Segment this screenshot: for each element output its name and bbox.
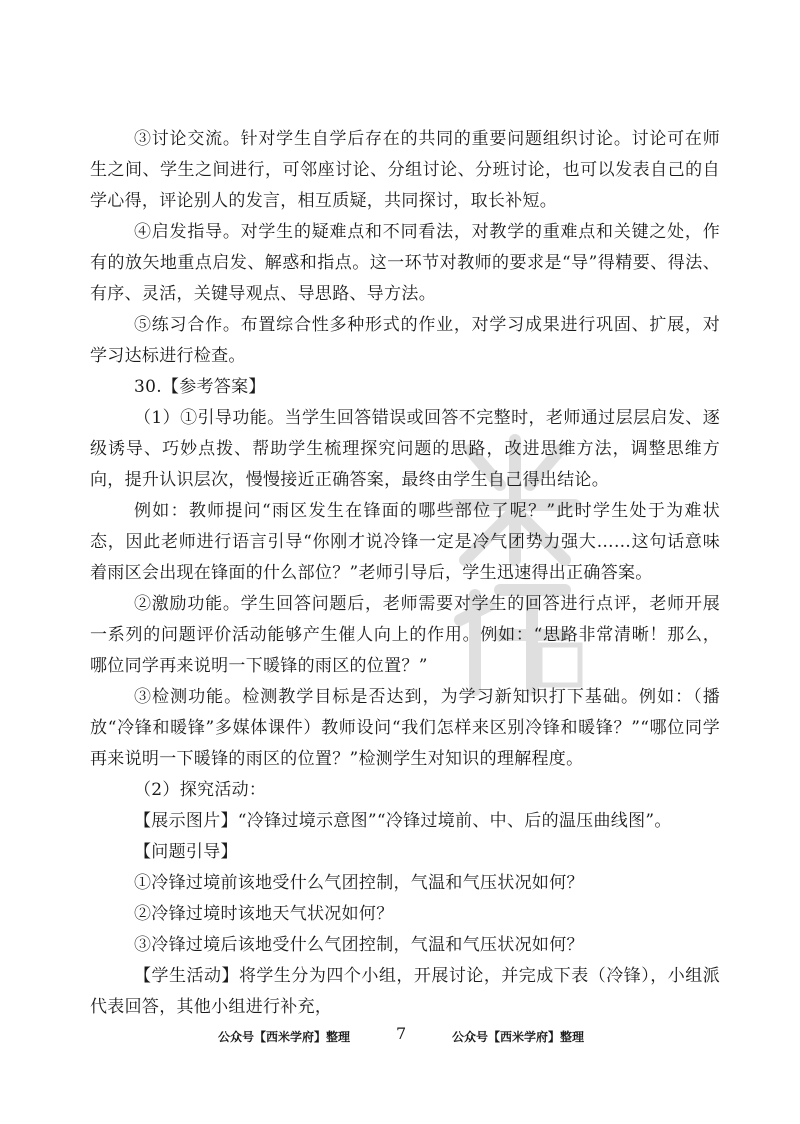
page-footer (0, 1024, 800, 1048)
paragraph-guidance: ④启发指导。对学生的疑难点和不同看法，对教学的重难点和关键之处，作有的放矢地重点启发、解惑和指点。这一环节对教师的要求是“导”得精要、得法、有序、灵活，关键导观点、导思路、导方法。 (90, 222, 720, 304)
paragraph-practice: ⑤练习合作。布置综合性多种形式的作业，对学习成果进行巩固、扩展，对学习达标进行检查。 (90, 315, 720, 366)
paragraph-example: 例如：教师提问“雨区发生在锋面的哪些部位了呢？”此时学生处于为难状态，因此老师进行语言引导“你刚才说冷锋一定是冷气团势力强大……这句话意味着雨区会出现在锋面的什么部位？”老师引导后，学生迅速得出正确答案。 (90, 501, 720, 583)
paragraph-motivation-function: ②激励功能。学生回答问题后，老师需要对学生的回答进行点评，老师开展一系列的问题评价活动能够产生催人向上的作用。例如：“思路非常清晰！那么，哪位同学再来说明一下暖锋的雨区的位置？” (90, 594, 720, 676)
paragraph-question-guide: 【问题引导】 (134, 842, 238, 862)
page-number: 7 (396, 1024, 407, 1043)
paragraph-guide-function: （1）①引导功能。当学生回答错误或回答不完整时，老师通过层层启发、逐级诱导、巧妙点拨、帮助学生梳理探究问题的思路，改进思维方法，调整思维方向，提升认识层次，慢慢接近正确答案，最终由学生自己得出结论。 (90, 408, 720, 490)
paragraph-discussion: ③讨论交流。针对学生自学后存在的共同的重要问题组织讨论。讨论可在师生之间、学生之间进行，可邻座讨论、分组讨论、分班讨论，也可以发表自己的自学心得，评论别人的发言，相互质疑，共同探讨，取长补短。 (90, 129, 720, 211)
answer-heading: 30.【参考答案】 (134, 377, 266, 397)
footer-right-text: 公众号【西米学府】整理 (452, 1030, 585, 1044)
question-item-1: ①冷锋过境前该地受什么气团控制，气温和气压状况如何？ (134, 873, 584, 893)
footer-left-text: 公众号【西米学府】整理 (218, 1030, 351, 1044)
paragraph-inquiry-heading: （2）探究活动： (134, 780, 267, 800)
paragraph-student-activity: 【学生活动】将学生分为四个小组，开展讨论，并完成下表（冷锋），小组派代表回答，其他小组进行补充， (90, 966, 720, 1017)
paragraph-detection-function: ③检测功能。检测教学目标是否达到，为学习新知识打下基础。例如：（播放“冷锋和暖锋”多媒体课件）教师设问“我们怎样来区别冷锋和暖锋？”“哪位同学再来说明一下暖锋的雨区的位置？”检测学生对知识的理解程度。 (90, 687, 720, 769)
paragraph-show-images: 【展示图片】“冷锋过境示意图”“冷锋过境前、中、后的温压曲线图”。 (134, 811, 672, 831)
question-item-3: ③冷锋过境后该地受什么气团控制，气温和气压状况如何？ (134, 935, 584, 955)
question-item-2: ②冷锋过境时该地天气状况如何？ (134, 904, 394, 924)
document-body (90, 124, 720, 1023)
